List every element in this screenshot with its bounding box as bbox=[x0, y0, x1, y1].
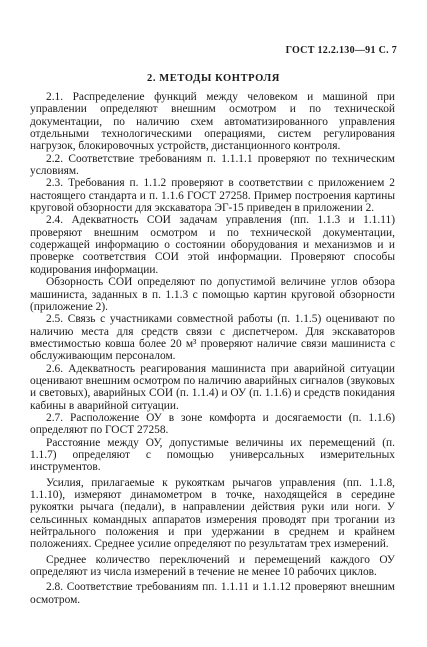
paragraph-2-5: 2.5. Связь с участниками совместной работы (п. 1.1.5) оценивают по наличию места для средств связи с диспетчером. Для экскаваторов вместимостью ковша более 20 м³ проверяют наличие связи машиниста с обслуживающим персоналом. bbox=[30, 313, 395, 363]
paragraph-2-6: 2.6. Адекватность реагирования машиниста при аварийной ситуации оценивают внешним осмотром по наличию аварийных сигналов (звуковых и световых), аварийных СОИ (п. 1.1.4) и ОУ (п. 1.1.6) и средств покидания кабины в аварийной ситуации. bbox=[30, 362, 395, 412]
section-title: 2. МЕТОДЫ КОНТРОЛЯ bbox=[147, 73, 280, 84]
paragraph-2-7-switching: Среднее количество переключений и перемещений каждого ОУ определяют из числа измерений в течение не менее 10 рабочих циклов. bbox=[30, 553, 395, 579]
paragraph-2-7-forces: Усилия, прилагаемые к рукояткам рычагов управления (пп. 1.1.8, 1.1.10), измеряют динамометром в точке, находящейся в середине рукоятки рычага (педали), в направлении действия руки или ноги. У сельсинных командных аппаратов измерения проводят при трогании из нейтрального положения и при удержании в среднем и крайнем положениях. Среднее усилие определяют по результатам трех измерений. bbox=[30, 476, 395, 551]
paragraph-2-3: 2.3. Требования п. 1.1.2 проверяют в соответствии с приложением 2 настоящего стандарта и п. 1.1.6 ГОСТ 27258. Пример построения картины круговой обзорности для экскаватора ЭГ-15 приведен в приложении 2. bbox=[30, 177, 395, 215]
paragraph-2-7: 2.7. Расположение ОУ в зоне комфорта и досягаемости (п. 1.1.6) определяют по ГОСТ 27258. bbox=[30, 411, 395, 437]
paragraph-2-2: 2.2. Соответствие требованиям п. 1.1.1.1 проверяют по техническим условиям. bbox=[30, 152, 395, 178]
paragraph-2-4: 2.4. Адекватность СОИ задачам управления (пп. 1.1.3 и 1.1.11) проверяют внешним осмотром и по технической документации, содержащей информацию о состоянии оборудования и механизмов и и проверке соответствия СОИ этой информации. Проверяют способы кодирования информации. bbox=[30, 214, 395, 276]
running-header: ГОСТ 12.2.130—91 С. 7 bbox=[285, 45, 397, 56]
paragraph-2-7-distance: Расстояние между ОУ, допустимые величины их перемещений (п. 1.1.7) определяют с помощью универсальных измерительных инструментов. bbox=[30, 436, 395, 474]
paragraph-2-1: 2.1. Распределение функций между человеком и машиной при управлении определяют внешним осмотром и по технической документации, по наличию схем автоматизированного управления отдельными технологическими операциями, систем регулирования нагрузок, блокировочных устройств, дистанционного контроля. bbox=[30, 91, 395, 153]
body-text bbox=[30, 91, 395, 606]
paragraph-2-4-visibility: Обзорность СОИ определяют по допустимой величине углов обзора машиниста, заданных в п. 1.1.3 с помощью картин круговой обзорности (приложение 2). bbox=[30, 276, 395, 313]
paragraph-2-8: 2.8. Соответствие требованиям пп. 1.1.11 и 1.1.12 проверяют внешним осмотром. bbox=[30, 581, 395, 606]
